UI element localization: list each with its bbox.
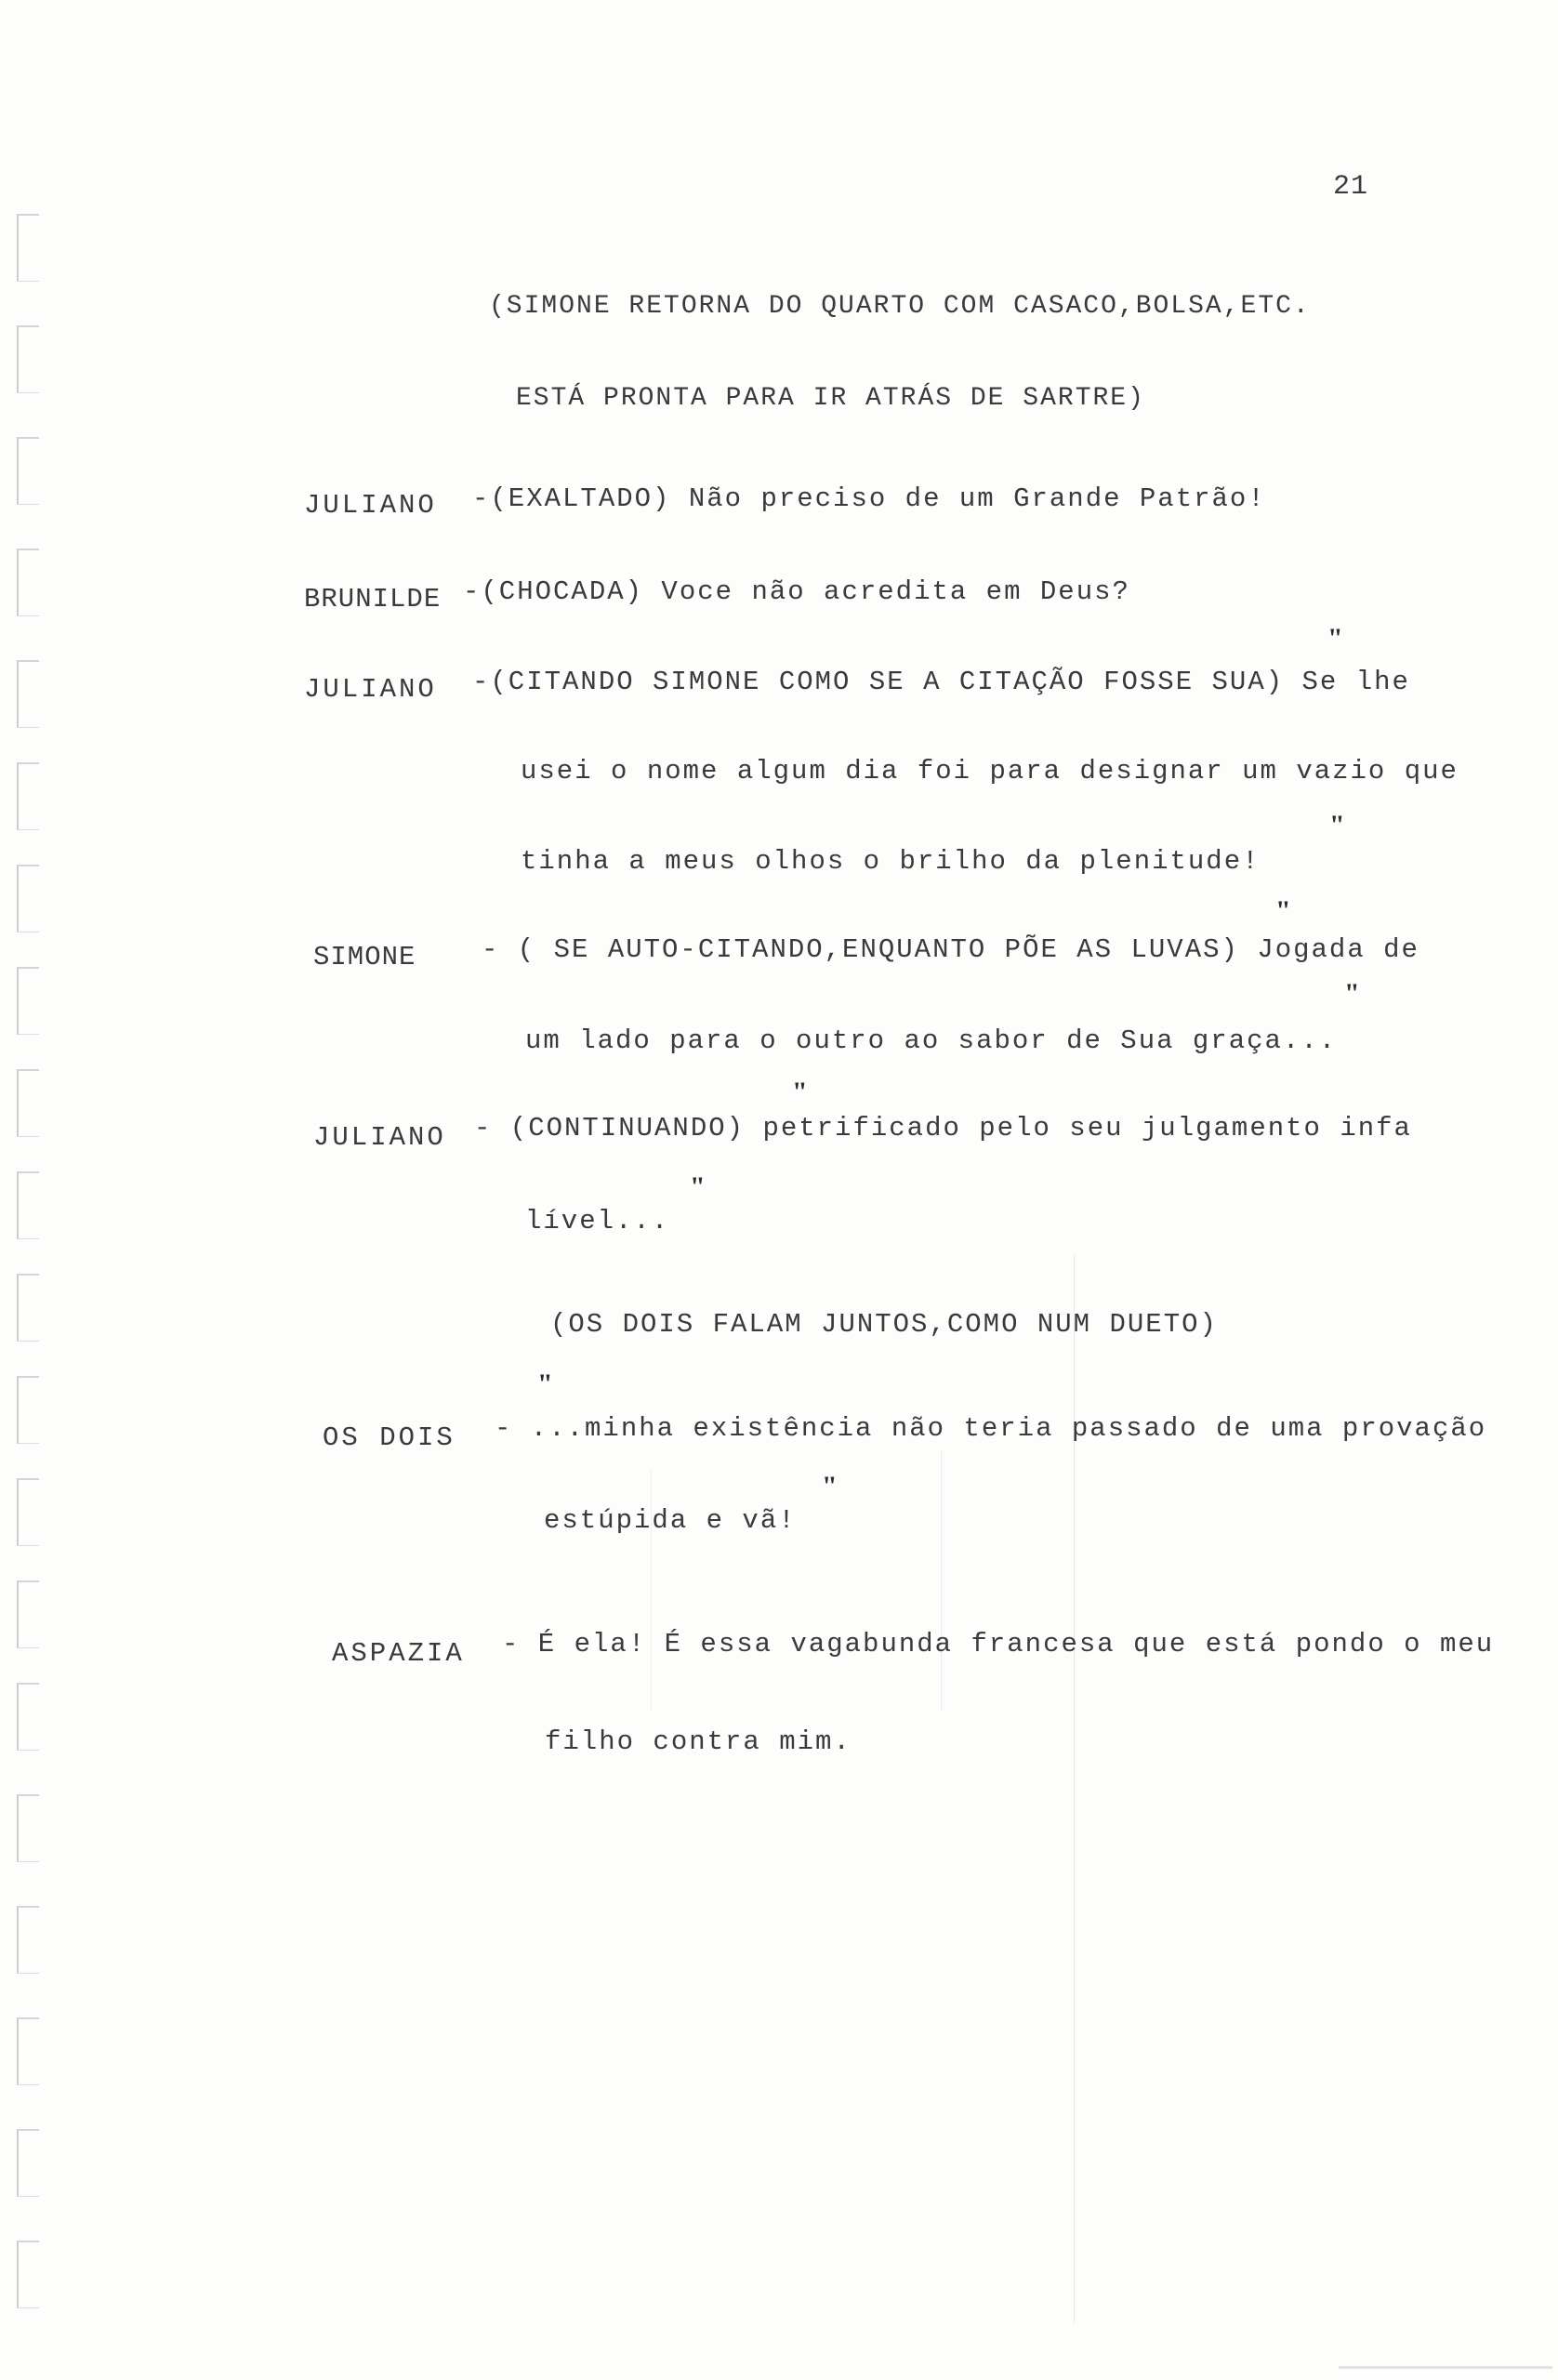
dialogue-line: estúpida e vã! <box>544 1505 797 1536</box>
speaker-name: JULIANO <box>313 1122 446 1153</box>
dialogue-line: -(EXALTADO) Não preciso de um Grande Patrão! <box>472 483 1266 514</box>
quote-mark: " <box>537 1368 553 1399</box>
dialogue-line: usei o nome algum dia foi para designar um vazio que <box>521 756 1459 787</box>
binder-mark <box>17 1906 39 1974</box>
binder-mark <box>17 1069 39 1137</box>
binder-mark <box>17 2241 39 2308</box>
quote-mark: " <box>1327 623 1343 654</box>
dialogue-line: um lado para o outro ao sabor de Sua graça... <box>525 1025 1338 1056</box>
binder-mark <box>17 549 39 616</box>
stage-direction: ESTÁ PRONTA PARA IR ATRÁS DE SARTRE) <box>516 384 1145 413</box>
quote-mark: " <box>792 1077 808 1107</box>
quote-mark: " <box>1275 895 1291 926</box>
binder-mark <box>17 1478 39 1546</box>
quote-mark: " <box>1344 978 1360 1009</box>
dialogue-line: - É ela! É essa vagabunda francesa que está pondo o meu <box>502 1629 1495 1659</box>
quote-mark: " <box>822 1471 838 1501</box>
speaker-name: BRUNILDE <box>304 584 442 615</box>
stage-direction: (SIMONE RETORNA DO QUARTO COM CASACO,BOLSA,ETC. <box>489 292 1311 321</box>
binder-mark <box>17 660 39 728</box>
scan-streak <box>1339 2366 1552 2369</box>
dialogue-line: -(CHOCADA) Voce não acredita em Deus? <box>463 576 1130 607</box>
binder-mark <box>17 1171 39 1239</box>
dialogue-line: tinha a meus olhos o brilho da plenitude! <box>521 846 1261 877</box>
stage-direction: (OS DOIS FALAM JUNTOS,COMO NUM DUETO) <box>550 1309 1218 1340</box>
dialogue-line: - ...minha existência não teria passado de uma provação <box>495 1413 1487 1444</box>
dialogue-line: -(CITANDO SIMONE COMO SE A CITAÇÃO FOSSE SUA) Se lhe <box>472 667 1410 697</box>
speaker-name: OS DOIS <box>323 1422 456 1453</box>
speaker-name: JULIANO <box>304 674 437 705</box>
dialogue-line: - ( SE AUTO-CITANDO,ENQUANTO PÕE AS LUVAS) Jogada de <box>482 934 1419 965</box>
binder-mark <box>17 967 39 1035</box>
speaker-name: ASPAZIA <box>332 1638 465 1669</box>
binder-mark <box>17 865 39 932</box>
binder-mark <box>17 1683 39 1751</box>
binder-mark <box>17 214 39 282</box>
binder-mark <box>17 1794 39 1862</box>
binder-mark <box>17 2129 39 2197</box>
binder-mark <box>17 1274 39 1342</box>
binder-mark <box>17 1376 39 1444</box>
dialogue-line: - (CONTINUANDO) petrificado pelo seu julgamento infa <box>474 1113 1412 1144</box>
binder-mark <box>17 325 39 393</box>
quote-mark: " <box>1329 810 1345 840</box>
quote-mark: " <box>690 1171 706 1202</box>
speaker-name: SIMONE <box>313 942 416 972</box>
binder-mark <box>17 1580 39 1648</box>
scan-streak <box>941 1450 942 1711</box>
dialogue-line: lível... <box>525 1206 670 1236</box>
binder-mark <box>17 762 39 830</box>
page-number: 21 <box>1333 171 1369 203</box>
dialogue-line: filho contra mim. <box>545 1726 852 1757</box>
binder-mark <box>17 2017 39 2085</box>
speaker-name: JULIANO <box>304 490 437 521</box>
binder-mark <box>17 437 39 505</box>
